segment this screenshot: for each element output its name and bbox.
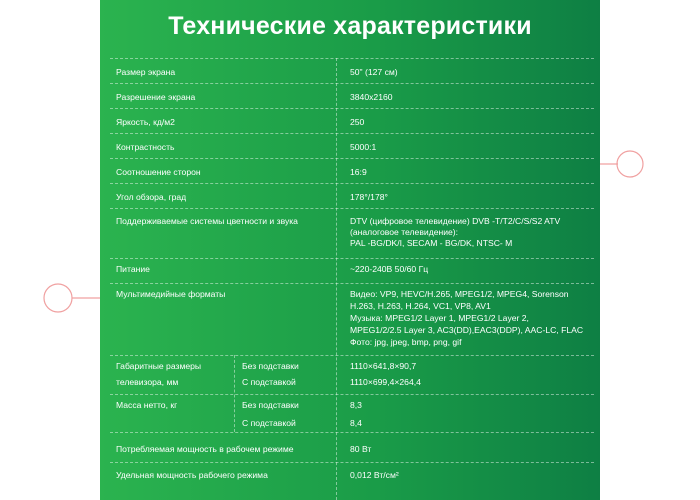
spec-label: Контрастность — [116, 142, 175, 152]
spec-label: Масса нетто, кг — [116, 400, 178, 410]
spec-label: Питание — [116, 264, 150, 274]
spec-value-line: (аналоговое телевидение): — [350, 227, 459, 237]
spec-row-screen-size — [110, 58, 594, 84]
spec-value-line: Фото: jpg, jpeg, bmp, png, gif — [350, 337, 462, 347]
spec-row-power — [110, 258, 594, 284]
spec-row-dimensions — [110, 355, 594, 395]
spec-row-multimedia — [110, 283, 594, 356]
spec-label-line: телевизора, мм — [116, 377, 179, 387]
spec-label: Угол обзора, град — [116, 192, 187, 202]
spec-value: 250 — [350, 117, 365, 127]
spec-value: 8,4 — [350, 418, 362, 428]
spec-row-resolution — [110, 83, 594, 109]
spec-value-line: DTV (цифровое телевидение) DVB -T/T2/C/S/S2 ATV — [350, 216, 561, 226]
spec-label: Яркость, кд/м2 — [116, 117, 175, 127]
spec-value: ~220-240В 50/60 Гц — [350, 264, 429, 274]
spec-value-line: Музыка: MPEG1/2 Layer 1, MPEG1/2 Layer 2, — [350, 313, 529, 323]
spec-value: 0,012 Вт/см² — [350, 470, 399, 480]
sub-column-divider — [234, 355, 235, 432]
spec-row-specific-power — [110, 462, 594, 500]
spec-value-line: MPEG1/2/2.5 Layer 3, AC3(DD),EAC3(DDP), AAC-LC, FLAC — [350, 325, 584, 335]
spec-sub-label: С подставкой — [242, 377, 296, 387]
spec-value: 50" (127 см) — [350, 67, 398, 77]
spec-value-line: Видео: VP9, HEVC/H.265, MPEG1/2, MPEG4, Sorenson — [350, 289, 569, 299]
spec-value: 1110×699,4×264,4 — [350, 377, 421, 387]
spec-row-weight — [110, 394, 594, 433]
spec-label: Поддерживаемые системы цветности и звука — [116, 216, 298, 226]
spec-label: Разрешение экрана — [116, 92, 196, 102]
spec-row-color-systems — [110, 208, 594, 259]
spec-row-power-consumption — [110, 432, 594, 463]
spec-row-aspect-ratio — [110, 158, 594, 184]
watermark-right-icon — [598, 140, 678, 200]
spec-value: 3840x2160 — [350, 92, 393, 102]
spec-row-brightness — [110, 108, 594, 134]
spec-label-line: Габаритные размеры — [116, 361, 202, 371]
spec-label: Удельная мощность рабочего режима — [116, 470, 268, 480]
specs-panel — [100, 0, 600, 500]
spec-label: Мультимедийные форматы — [116, 289, 226, 299]
spec-value: 16:9 — [350, 167, 367, 177]
spec-sub-label: Без подставки — [242, 361, 299, 371]
spec-value: 5000:1 — [350, 142, 377, 152]
spec-row-viewing-angle — [110, 183, 594, 209]
page-title: Технические характеристики — [168, 12, 532, 40]
spec-row-contrast — [110, 133, 594, 159]
column-divider — [336, 58, 337, 500]
spec-sub-label: Без подставки — [242, 400, 299, 410]
watermark-left-icon — [40, 270, 102, 330]
spec-value: 80 Вт — [350, 444, 372, 454]
spec-value-line: H.263, H.263, H.264, VC1, VP8, AV1 — [350, 301, 491, 311]
spec-value: 8,3 — [350, 400, 362, 410]
spec-value: 178°/178° — [350, 192, 388, 202]
spec-value-line: PAL -BG/DK/I, SECAM - BG/DK, NTSC- M — [350, 238, 513, 248]
spec-sub-label: С подставкой — [242, 418, 296, 428]
spec-label: Потребляемая мощность в рабочем режиме — [116, 444, 294, 454]
spec-value: 1110×641,8×90,7 — [350, 361, 417, 371]
spec-label: Соотношение сторон — [116, 167, 201, 177]
spec-label: Размер экрана — [116, 67, 176, 77]
